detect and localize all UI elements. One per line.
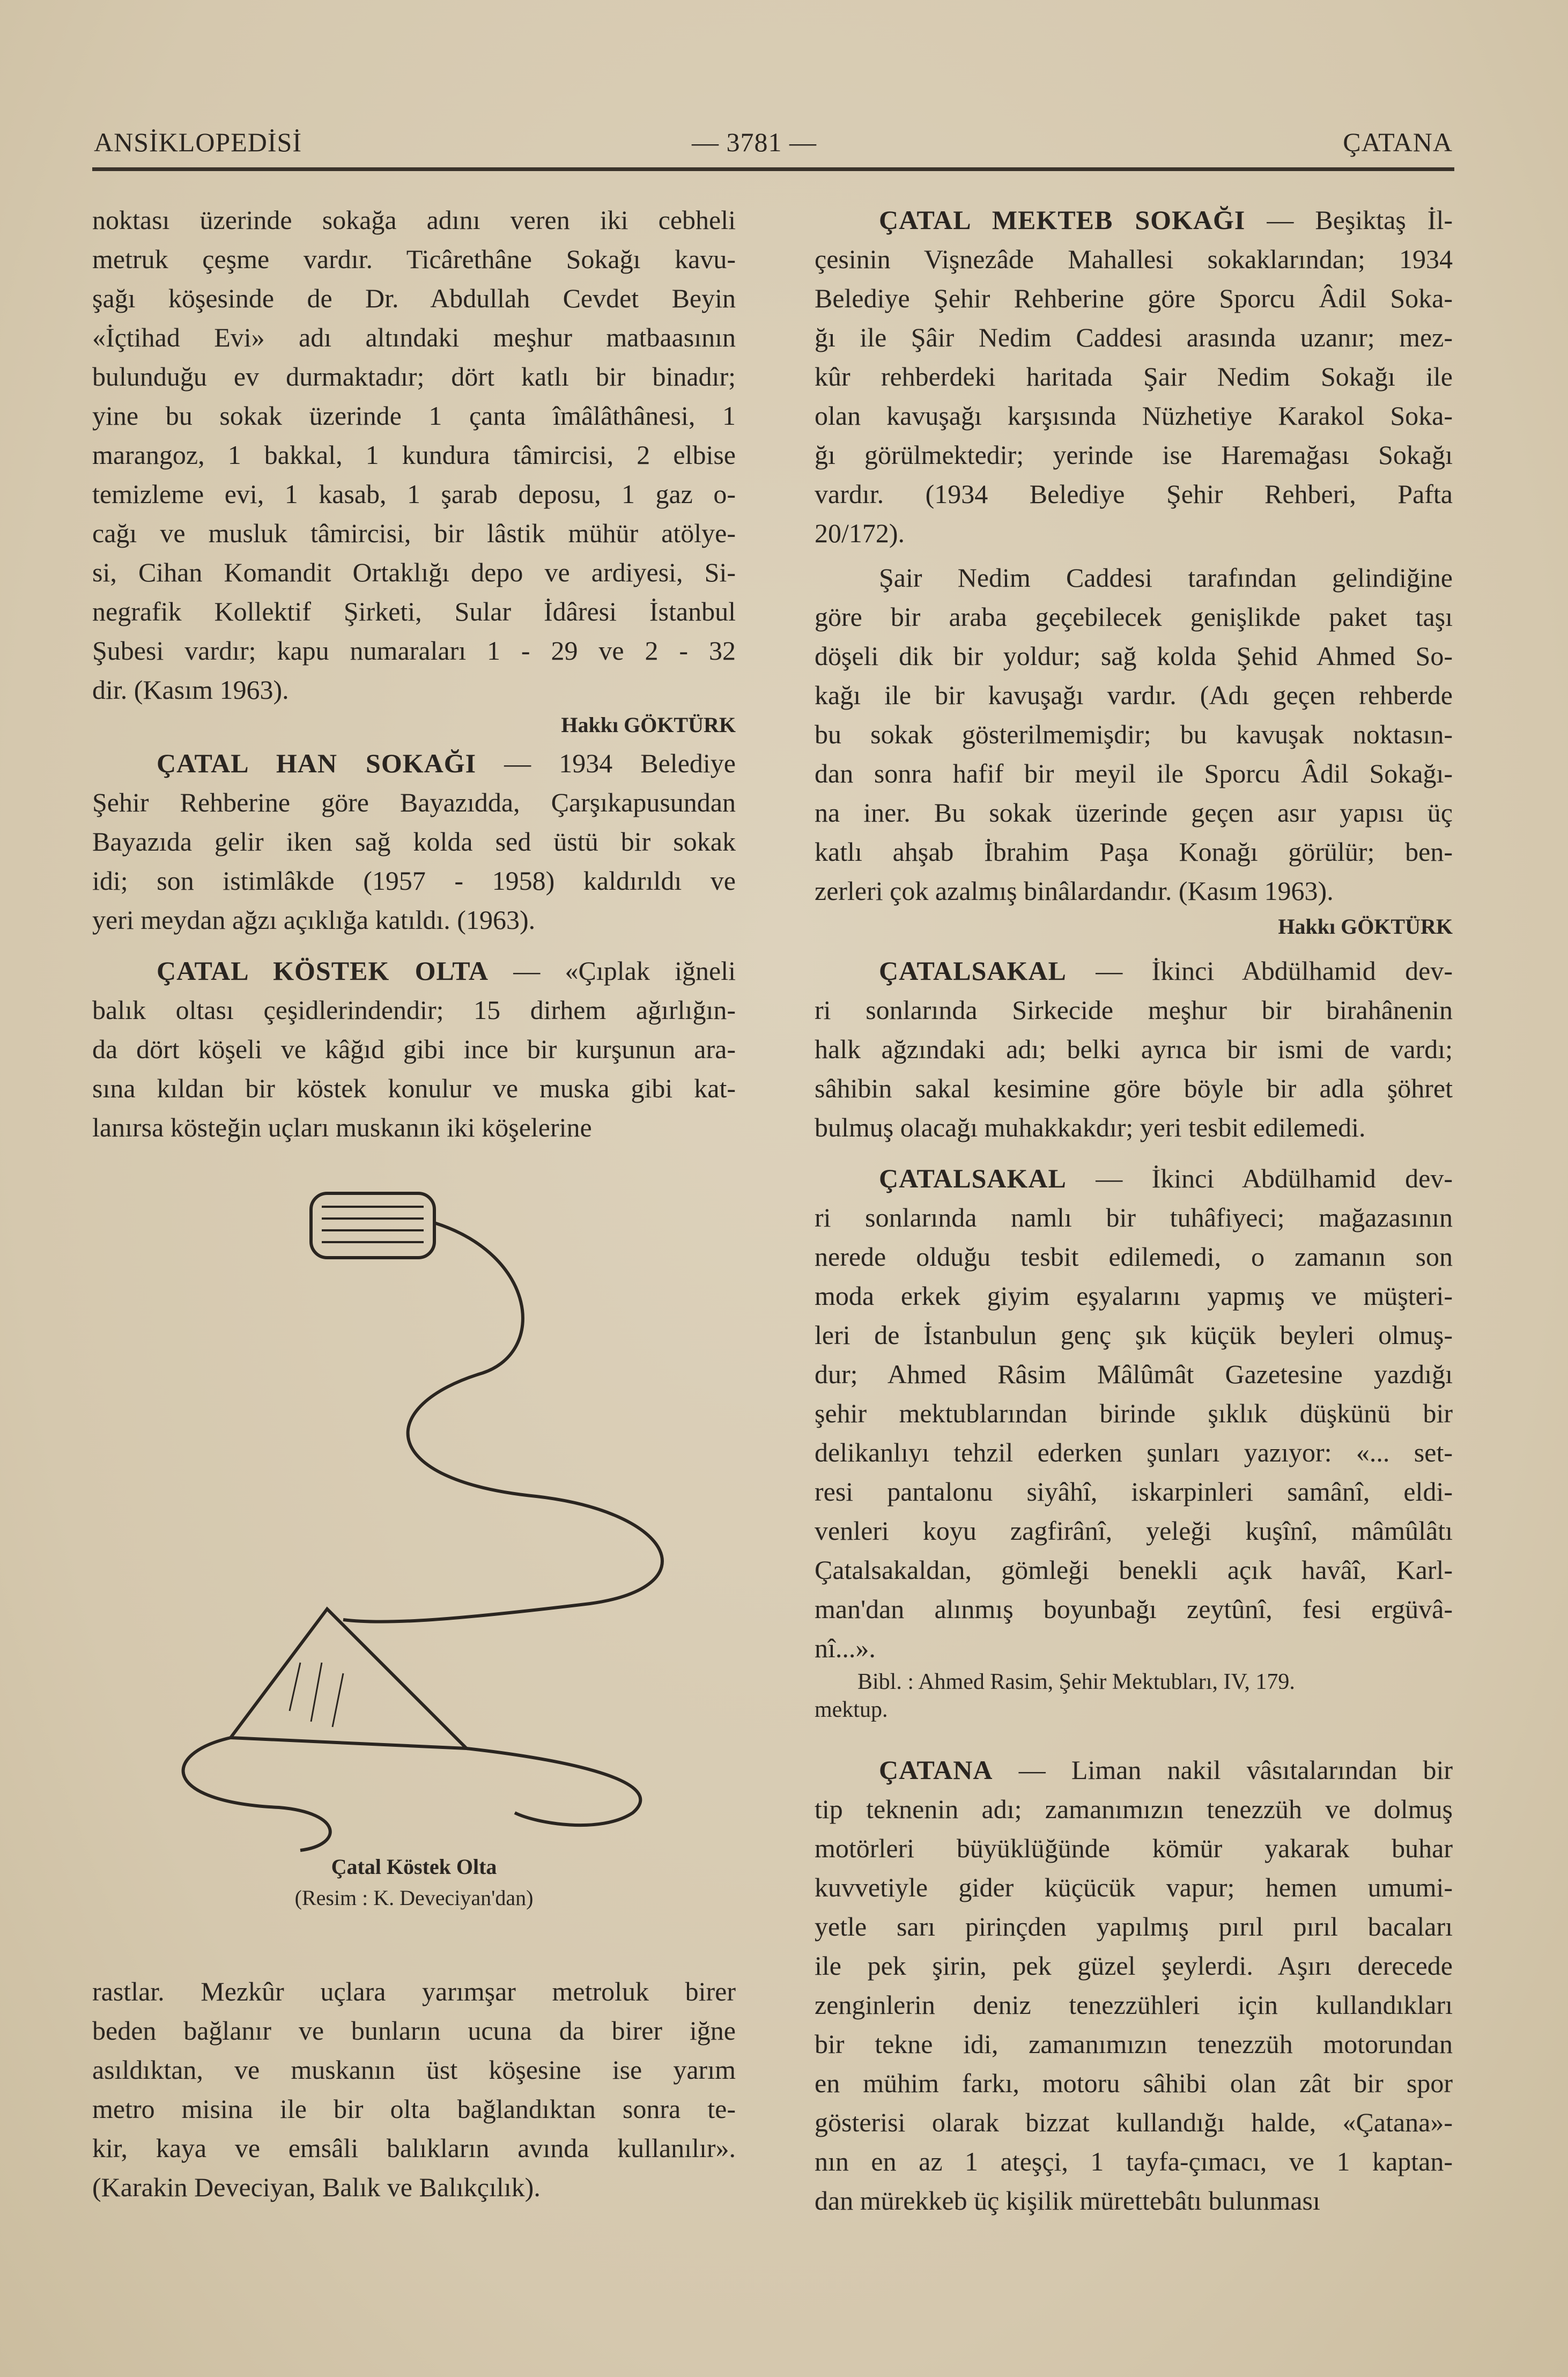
text-line (815, 1946, 1453, 1985)
text-line (815, 1551, 1453, 1590)
line-text: kağı ile bir kavuşağı vardır. (Adı geçen rehberde (815, 680, 1453, 710)
text-line (815, 279, 1453, 318)
line-text: kir, kaya ve emsâli balıkların avında kullanılır». (92, 2133, 736, 2163)
text-line (815, 2181, 1453, 2220)
line-text: katlı ahşab İbrahim Paşa Konağı görülür; ben- (815, 837, 1453, 867)
author-signature: Hakkı GÖKTÜRK (1278, 914, 1453, 939)
text-line (815, 676, 1453, 715)
entry-headword: ÇATANA (879, 1755, 993, 1785)
line-text: motörleri büyüklüğünde kömür yakarak buhar (815, 1833, 1453, 1863)
line-text: — İkinci Abdülhamid dev- (1066, 1163, 1453, 1193)
entry-headword: ÇATALSAKAL (879, 1163, 1067, 1193)
line-text: — 1934 Belediye (476, 748, 736, 778)
line-text: marangoz, 1 bakkal, 1 kundura tâmircisi, 2 elbise (92, 440, 736, 470)
line-text: sâhibin sakal kesimine göre böyle bir adla şöhret (815, 1073, 1453, 1103)
text-line (815, 558, 1453, 597)
line-text: zenginlerin deniz tenezzühleri için kullandıkları (815, 1990, 1453, 2020)
text-line (815, 1868, 1453, 1907)
text-line (815, 201, 1453, 240)
line-text: na iner. Bu sokak üzerinde geçen asır yapısı üç (815, 798, 1453, 828)
lead-spool (311, 1193, 434, 1258)
text-line (815, 514, 1453, 553)
line-text: gösterisi olarak bizzat kullandığı halde, «Çatana»- (815, 2107, 1453, 2137)
figure-caption-title: Çatal Köstek Olta (331, 1855, 497, 1879)
line-text: Şehir Rehberine göre Bayazıdda, Çarşıkapusundan (92, 787, 736, 817)
line-text: beden bağlanır ve bunların ucuna da birer iğne (92, 2016, 736, 2046)
line-text: döşeli dik bir yoldur; sağ kolda Şehid Ahmed So- (815, 641, 1453, 671)
text-line (815, 2103, 1453, 2142)
text-line (815, 1276, 1453, 1316)
line-text: yetle sarı pirinçden yapılmış pırıl pırıl bacaları (815, 1911, 1453, 1942)
text-line (815, 1159, 1453, 1198)
text-line (815, 715, 1453, 754)
line-text: man'dan alınmış boyunbağı zeytûnî, fesi ergüvâ- (815, 1594, 1453, 1624)
author-signature: Hakkı GÖKTÜRK (561, 713, 736, 737)
line-text: nın en az 1 ateşçi, 1 tayfa-çımacı, ve 1 kaptan- (815, 2146, 1453, 2176)
line-text: sına kıldan bir köstek konulur ve muska gibi kat- (92, 1073, 736, 1103)
line-text: yeri meydan ağzı açıklığa katıldı. (1963). (92, 905, 536, 935)
line-text: dir. (Kasım 1963). (92, 675, 289, 705)
line-text: metruk çeşme vardır. Ticârethâne Sokağı kavu- (92, 244, 736, 274)
text-line (815, 475, 1453, 514)
text-line (815, 1237, 1453, 1276)
page-number: — 3781 — (692, 127, 817, 157)
entry-headword: ÇATAL KÖSTEK OLTA (157, 956, 489, 986)
snood-left (183, 1738, 330, 1850)
text-line (815, 832, 1453, 872)
text-line (815, 793, 1453, 832)
text-line (815, 1108, 1453, 1147)
text-line (815, 357, 1453, 396)
line-text: moda erkek giyim eşyalarını yapmış ve müşteri- (815, 1281, 1453, 1311)
text-line (815, 240, 1453, 279)
paragraph-sair-nedim (815, 558, 1453, 911)
line-text: ğı görülmektedir; yerinde ise Haremağası Sokağı (815, 440, 1453, 470)
line-text: ile pek şirin, pek güzel şeylerdi. Aşırı derecede (815, 1951, 1453, 1981)
line-text: rastlar. Mezkûr uçlara yarımşar metroluk birer (92, 1976, 736, 2006)
entry-catal-mekteb-sokagi (815, 201, 1453, 553)
line-text: dur; Ahmed Râsim Mâlûmât Gazetesine yazdığı (815, 1359, 1453, 1389)
line-text: Bayazıda gelir iken sağ kolda sed üstü bir sokak (92, 826, 736, 857)
text-line (815, 1433, 1453, 1472)
line-text: — Beşiktaş İl- (1245, 205, 1453, 235)
line-text: — İkinci Abdülhamid dev- (1066, 956, 1453, 986)
text-line (815, 951, 1453, 991)
line-text: Çatalsakaldan, gömleği benekli açık havâî, Karl- (815, 1555, 1453, 1585)
line-text: Şair Nedim Caddesi tarafından gelindiğine (879, 563, 1453, 593)
line-text: noktası üzerinde sokağa adını veren iki cebheli (92, 205, 736, 235)
text-line (815, 1069, 1453, 1108)
line-text: kuvvetiyle gider küçücük vapur; hemen umumi- (815, 1872, 1453, 1902)
line-text: ri sonlarında namlı bir tuhâfiyeci; mağazasının (815, 1202, 1453, 1232)
text-line (815, 637, 1453, 676)
line-text: negrafik Kollektif Şirketi, Sular İdâresi İstanbul (92, 596, 736, 626)
line-text: 20/172). (815, 518, 905, 548)
entry-headword: ÇATAL MEKTEB SOKAĞI (879, 205, 1246, 235)
line-text: şehir mektublarından birinde şıklık düşkünü bir (815, 1398, 1453, 1428)
text-line (815, 1394, 1453, 1433)
text-line (815, 597, 1453, 637)
figure-caption-credit: (Resim : K. Deveciyan'dan) (294, 1886, 534, 1910)
line-text: cağı ve musluk tâmircisi, bir lâstik mühür atölye- (92, 518, 736, 548)
text-line (815, 1030, 1453, 1069)
line-text: nerede olduğu tesbit edilemedi, o zamanın son (815, 1242, 1453, 1272)
line-text: asıldıktan, ve muskanın üst köşesine ise yarım (92, 2055, 736, 2085)
line-text: ğı ile Şâir Nedim Caddesi arasında uzanır; mez- (815, 322, 1453, 352)
line-text: tip teknenin adı; zamanımızın tenezzüh ve dolmuş (815, 1794, 1453, 1824)
text-line (815, 1590, 1453, 1629)
line-text: Belediye Şehir Rehberine göre Sporcu Âdil Soka- (815, 283, 1453, 313)
text-line (815, 2142, 1453, 2181)
line-text: şağı köşesinde de Dr. Abdullah Cevdet Beyin (92, 283, 736, 313)
line-text: idi; son istimlâkde (1957 - 1958) kaldırıldı ve (92, 866, 736, 896)
text-line (815, 1472, 1453, 1511)
text-line (815, 1316, 1453, 1355)
text-line (815, 991, 1453, 1030)
line-text: balık oltası çeşidlerindendir; 15 dirhem ağırlığın- (92, 995, 736, 1025)
triangle-hatching (290, 1663, 343, 1727)
text-line (815, 435, 1453, 475)
spool-windings (322, 1207, 424, 1242)
text-line (815, 1355, 1453, 1394)
entry-catalsakal-birahane (815, 951, 1453, 1147)
snood-right (467, 1748, 640, 1825)
line-text: halk ağzındaki adı; belki ayrıca bir ismi de vardı; (815, 1034, 1453, 1064)
line-text: venleri koyu zagfirânî, yeleği kuşînî, mâmûlâtı (815, 1516, 1453, 1546)
text-line (815, 1907, 1453, 1946)
entry-headword: ÇATAL HAN SOKAĞI (157, 748, 477, 778)
text-line (815, 396, 1453, 435)
line-text: resi pantalonu siyâhî, iskarpinleri samânî, eldi- (815, 1477, 1453, 1507)
line-upper (343, 1223, 662, 1622)
line-text: dan mürekkeb üç kişilik mürettebâtı bulunması (815, 2186, 1320, 2216)
line-text: bir tekne idi, zamanımızın tenezzüh motorundan (815, 2029, 1453, 2059)
text-line (815, 1790, 1453, 1829)
line-text: vardır. (1934 Belediye Şehir Rehberi, Pafta (815, 479, 1453, 509)
line-text: kûr rehberdeki haritada Şair Nedim Sokağı ile (815, 361, 1453, 392)
line-text: en mühim farkı, motoru sâhibi olan zât bir spor (815, 2068, 1453, 2098)
line-text: temizleme evi, 1 kasab, 1 şarab deposu, 1 gaz o- (92, 479, 736, 509)
text-line (815, 872, 1453, 911)
line-text: (Karakin Deveciyan, Balık ve Balıkçılık). (92, 2172, 541, 2202)
text-line (815, 1829, 1453, 1868)
text-line (815, 1751, 1453, 1790)
running-header-left: ANSİKLOPEDİSİ (94, 127, 302, 157)
line-text: delikanlıyı tehzil ederken şunları yazıyor: «... set- (815, 1437, 1453, 1467)
text-line (815, 2064, 1453, 2103)
line-text: dan sonra hafif bir meyil ile Sporcu Âdil Sokağı- (815, 758, 1453, 788)
line-text: bu sokak gösterilmemişdir; bu kavuşak noktasın- (815, 719, 1453, 749)
line-text: yine bu sokak üzerinde 1 çanta îmâlâthânesi, 1 (92, 401, 736, 431)
line-text: göre bir araba geçebilecek genişlikde paket taşı (815, 602, 1453, 632)
line-text: nî...». (815, 1633, 876, 1663)
muska-triangle (231, 1609, 467, 1748)
right-column (815, 0, 1453, 2377)
bibliography (815, 1668, 1453, 1724)
line-text: çesinin Vişnezâde Mahallesi sokaklarından; 1934 (815, 244, 1453, 274)
bibliography-line: Bibl. : Ahmed Rasim, Şehir Mektubları, IV, 179. (857, 1670, 1295, 1694)
line-text: «İçtihad Evi» adı altındaki meşhur matbaasının (92, 322, 736, 352)
line-text: Şubesi vardır; kapu numaraları 1 - 29 ve 2 - 32 (92, 636, 736, 666)
running-header-right: ÇATANA (1343, 127, 1453, 157)
text-line (815, 1985, 1453, 2025)
text-line (815, 2025, 1453, 2064)
line-text: leri de İstanbulun genç şık küçük beyleri olmuş- (815, 1320, 1453, 1350)
entry-catana (815, 1751, 1453, 2220)
line-text: zerleri çok azalmış binâlardandır. (Kasım 1963). (815, 876, 1334, 906)
line-text: olan kavuşağı karşısında Nüzhetiye Karakol Soka- (815, 401, 1453, 431)
entry-catalsakal-tuhafiyeci (815, 1159, 1453, 1668)
line-text: — Liman nakil vâsıtalarından bir (993, 1755, 1453, 1785)
line-text: metro misina ile bir olta bağlandıktan sonra te- (92, 2094, 736, 2124)
text-line (815, 1198, 1453, 1237)
entry-headword: ÇATALSAKAL (879, 956, 1067, 986)
text-line (815, 754, 1453, 793)
line-text: ri sonlarında Sirkecide meşhur bir birahânenin (815, 995, 1453, 1025)
line-text: bulmuş olacağı muhakkakdır; yeri tesbit edilemedi. (815, 1112, 1366, 1142)
bibliography-line: mektup. (815, 1697, 888, 1722)
line-text: si, Cihan Komandit Ortaklığı depo ve ardiyesi, Si- (92, 557, 736, 587)
text-line (815, 1511, 1453, 1551)
line-text: — «Çıplak iğneli (488, 956, 736, 986)
line-text: bulunduğu ev durmaktadır; dört katlı bir binadır; (92, 361, 736, 392)
text-line (815, 1629, 1453, 1668)
line-text: lanırsa kösteğin uçları muskanın iki köşelerine (92, 1112, 592, 1142)
line-text: da dört köşeli ve kâğıd gibi ince bir kurşunun ara- (92, 1034, 736, 1064)
text-line (815, 318, 1453, 357)
